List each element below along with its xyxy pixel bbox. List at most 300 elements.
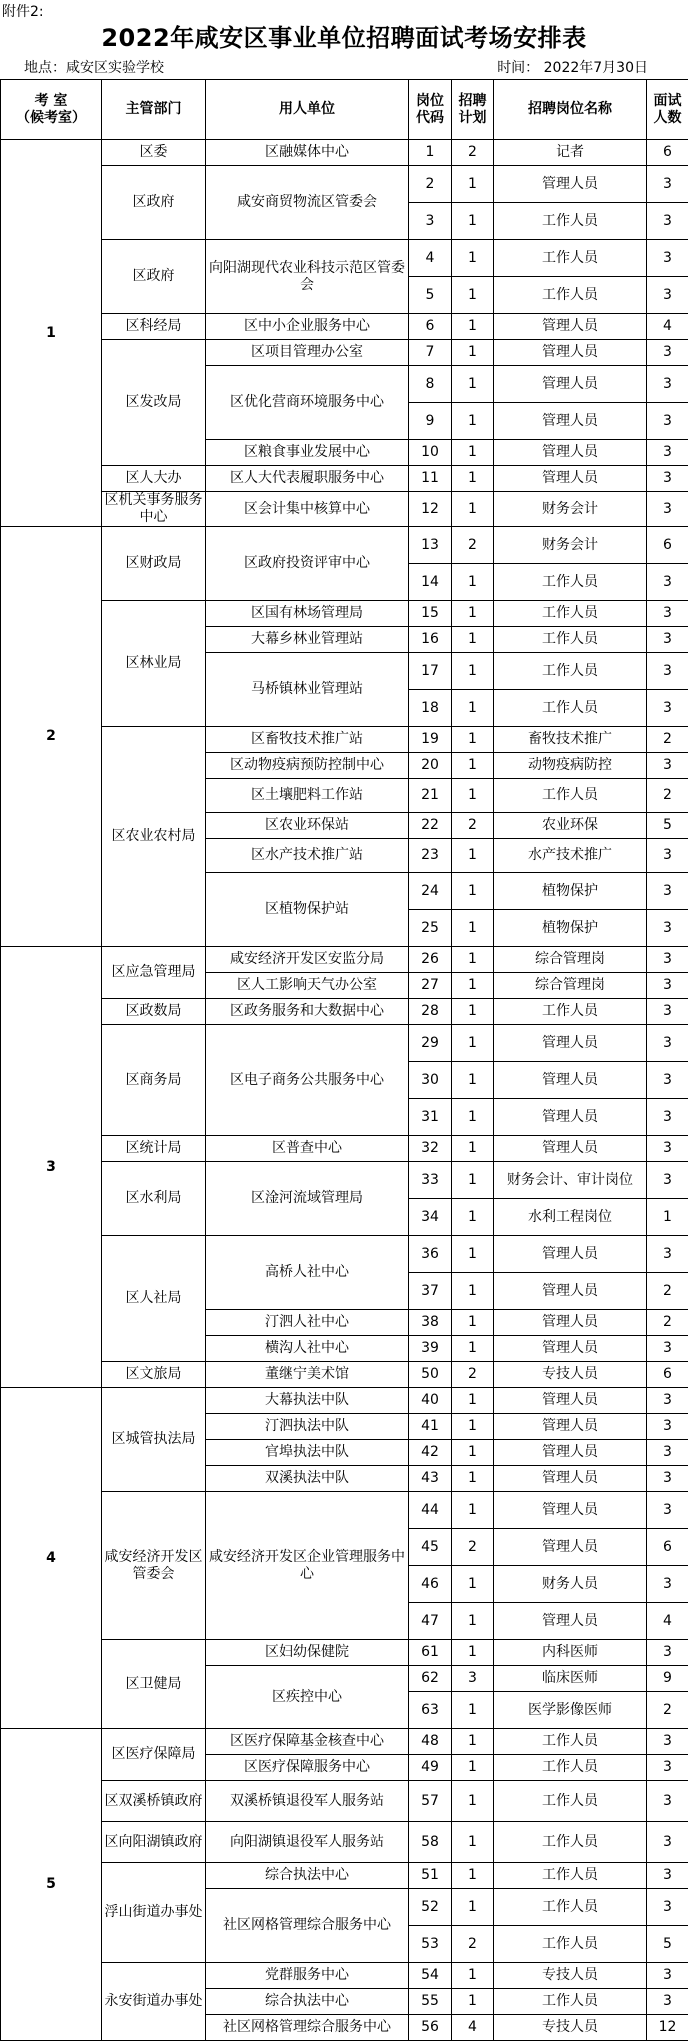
count-cell: 4 [647, 314, 688, 340]
code-cell: 6 [409, 314, 452, 340]
code-cell: 29 [409, 1025, 452, 1062]
count-cell: 3 [647, 1640, 688, 1666]
code-cell: 32 [409, 1136, 452, 1162]
dept-cell: 区人社局 [102, 1236, 206, 1362]
table-row [1, 240, 688, 277]
plan-cell: 1 [452, 1336, 494, 1362]
count-cell: 6 [647, 140, 688, 166]
unit-cell: 横沟人社中心 [206, 1336, 409, 1362]
plan-cell: 1 [452, 1822, 494, 1863]
post-cell: 管理人员 [494, 1529, 647, 1566]
post-cell: 管理人员 [494, 166, 647, 203]
post-cell: 工作人员 [494, 627, 647, 653]
table-row [1, 340, 688, 366]
count-cell: 3 [647, 839, 688, 873]
code-cell: 39 [409, 1336, 452, 1362]
unit-cell: 大幕乡林业管理站 [206, 627, 409, 653]
plan-cell: 1 [452, 1566, 494, 1603]
code-cell: 25 [409, 910, 452, 947]
dept-cell: 区委 [102, 140, 206, 166]
count-cell: 3 [647, 492, 688, 527]
count-cell: 3 [647, 1492, 688, 1529]
plan-cell: 1 [452, 466, 494, 492]
count-cell: 3 [647, 1440, 688, 1466]
code-cell: 9 [409, 403, 452, 440]
unit-cell: 汀泗人社中心 [206, 1310, 409, 1336]
code-cell: 5 [409, 277, 452, 314]
post-cell: 水产技术推广 [494, 839, 647, 873]
unit-cell: 区普查中心 [206, 1136, 409, 1162]
unit-cell: 汀泗执法中队 [206, 1414, 409, 1440]
count-cell: 3 [647, 1025, 688, 1062]
count-cell: 3 [647, 564, 688, 601]
table-row [1, 999, 688, 1025]
post-cell: 动物疫病防控 [494, 753, 647, 779]
table-row [1, 527, 688, 564]
count-cell: 3 [647, 1162, 688, 1199]
code-cell: 4 [409, 240, 452, 277]
code-cell: 14 [409, 564, 452, 601]
code-cell: 10 [409, 440, 452, 466]
header-count: 面试 人数 [647, 80, 688, 140]
unit-cell: 社区网格管理综合服务中心 [206, 2015, 409, 2041]
post-cell: 工作人员 [494, 277, 647, 314]
header-unit: 用人单位 [206, 80, 409, 140]
dept-cell: 区医疗保障局 [102, 1729, 206, 1781]
table-row [1, 1863, 688, 1889]
plan-cell: 1 [452, 277, 494, 314]
count-cell: 6 [647, 1529, 688, 1566]
dept-cell: 咸安经济开发区管委会 [102, 1492, 206, 1640]
post-cell: 专技人员 [494, 1362, 647, 1388]
post-cell: 管理人员 [494, 1492, 647, 1529]
table-row [1, 492, 688, 527]
code-cell: 62 [409, 1666, 452, 1692]
post-cell: 管理人员 [494, 1273, 647, 1310]
count-cell: 3 [647, 690, 688, 727]
unit-cell: 党群服务中心 [206, 1963, 409, 1989]
post-cell: 工作人员 [494, 601, 647, 627]
code-cell: 27 [409, 973, 452, 999]
table-row [1, 166, 688, 203]
post-cell: 记者 [494, 140, 647, 166]
count-cell: 6 [647, 527, 688, 564]
code-cell: 30 [409, 1062, 452, 1099]
dept-cell: 区向阳湖镇政府 [102, 1822, 206, 1863]
code-cell: 12 [409, 492, 452, 527]
code-cell: 41 [409, 1414, 452, 1440]
dept-cell: 区林业局 [102, 601, 206, 727]
post-cell: 工作人员 [494, 240, 647, 277]
table-row [1, 947, 688, 973]
table-row [1, 1640, 688, 1666]
count-cell: 2 [647, 727, 688, 753]
unit-cell: 区植物保护站 [206, 873, 409, 947]
post-cell: 工作人员 [494, 1729, 647, 1755]
table-row [1, 1236, 688, 1273]
unit-cell: 双溪桥镇退役军人服务站 [206, 1781, 409, 1822]
dept-cell: 区双溪桥镇政府 [102, 1781, 206, 1822]
plan-cell: 2 [452, 527, 494, 564]
code-cell: 51 [409, 1863, 452, 1889]
plan-cell: 1 [452, 779, 494, 813]
count-cell: 3 [647, 873, 688, 910]
count-cell: 3 [647, 1136, 688, 1162]
count-cell: 5 [647, 813, 688, 839]
code-cell: 16 [409, 627, 452, 653]
post-cell: 财务会计 [494, 492, 647, 527]
count-cell: 3 [647, 440, 688, 466]
post-cell: 管理人员 [494, 1099, 647, 1136]
post-cell: 工作人员 [494, 653, 647, 690]
dept-cell: 区机关事务服务中心 [102, 492, 206, 527]
dept-cell: 区商务局 [102, 1025, 206, 1136]
attachment-label: 附件2: [2, 2, 44, 22]
table-row [1, 601, 688, 627]
code-cell: 58 [409, 1822, 452, 1863]
count-cell: 3 [647, 366, 688, 403]
unit-cell: 综合执法中心 [206, 1863, 409, 1889]
plan-cell: 1 [452, 1136, 494, 1162]
unit-cell: 区政务服务和大数据中心 [206, 999, 409, 1025]
unit-cell: 大幕执法中队 [206, 1388, 409, 1414]
unit-cell: 区会计集中核算中心 [206, 492, 409, 527]
header-row [1, 80, 688, 140]
code-cell: 40 [409, 1388, 452, 1414]
code-cell: 63 [409, 1692, 452, 1729]
code-cell: 8 [409, 366, 452, 403]
unit-cell: 区农业环保站 [206, 813, 409, 839]
plan-cell: 1 [452, 440, 494, 466]
post-cell: 财务会计、审计岗位 [494, 1162, 647, 1199]
count-cell: 3 [647, 1822, 688, 1863]
post-cell: 工作人员 [494, 564, 647, 601]
table-row [1, 1136, 688, 1162]
unit-cell: 咸安商贸物流区管委会 [206, 166, 409, 240]
dept-cell: 区政府 [102, 240, 206, 314]
post-cell: 水利工程岗位 [494, 1199, 647, 1236]
plan-cell: 1 [452, 1099, 494, 1136]
code-cell: 28 [409, 999, 452, 1025]
dept-cell: 区水利局 [102, 1162, 206, 1236]
post-cell: 工作人员 [494, 779, 647, 813]
unit-cell: 区中小企业服务中心 [206, 314, 409, 340]
post-cell: 管理人员 [494, 1136, 647, 1162]
post-cell: 管理人员 [494, 1310, 647, 1336]
post-cell: 工作人员 [494, 690, 647, 727]
code-cell: 2 [409, 166, 452, 203]
unit-cell: 区人工影响天气办公室 [206, 973, 409, 999]
code-cell: 34 [409, 1199, 452, 1236]
count-cell: 3 [647, 653, 688, 690]
plan-cell: 1 [452, 873, 494, 910]
post-cell: 临床医师 [494, 1666, 647, 1692]
unit-cell: 区水产技术推广站 [206, 839, 409, 873]
room-cell: 4 [1, 1388, 102, 1729]
count-cell: 3 [647, 1963, 688, 1989]
plan-cell: 1 [452, 1236, 494, 1273]
table-row [1, 1388, 688, 1414]
plan-cell: 1 [452, 203, 494, 240]
unit-cell: 区融媒体中心 [206, 140, 409, 166]
code-cell: 7 [409, 340, 452, 366]
count-cell: 5 [647, 1926, 688, 1963]
count-cell: 3 [647, 1566, 688, 1603]
dept-cell: 区人大办 [102, 466, 206, 492]
plan-cell: 1 [452, 1062, 494, 1099]
count-cell: 3 [647, 1781, 688, 1822]
table-row [1, 1729, 688, 1755]
unit-cell: 区优化营商环境服务中心 [206, 366, 409, 440]
dept-cell: 区应急管理局 [102, 947, 206, 999]
table-row [1, 1162, 688, 1199]
unit-cell: 区国有林场管理局 [206, 601, 409, 627]
count-cell: 3 [647, 910, 688, 947]
location-text: 地点：咸安区实验学校 [24, 57, 164, 79]
post-cell: 工作人员 [494, 999, 647, 1025]
unit-cell: 向阳湖镇退役军人服务站 [206, 1822, 409, 1863]
code-cell: 11 [409, 466, 452, 492]
plan-cell: 1 [452, 1440, 494, 1466]
plan-cell: 1 [452, 492, 494, 527]
dept-cell: 区财政局 [102, 527, 206, 601]
unit-cell: 社区网格管理综合服务中心 [206, 1889, 409, 1963]
code-cell: 43 [409, 1466, 452, 1492]
code-cell: 49 [409, 1755, 452, 1781]
count-cell: 2 [647, 1310, 688, 1336]
post-cell: 管理人员 [494, 340, 647, 366]
code-cell: 46 [409, 1566, 452, 1603]
unit-cell: 董继宁美术馆 [206, 1362, 409, 1388]
unit-cell: 高桥人社中心 [206, 1236, 409, 1310]
post-cell: 工作人员 [494, 1863, 647, 1889]
post-cell: 工作人员 [494, 1755, 647, 1781]
code-cell: 1 [409, 140, 452, 166]
plan-cell: 1 [452, 403, 494, 440]
unit-cell: 区医疗保障服务中心 [206, 1755, 409, 1781]
code-cell: 56 [409, 2015, 452, 2041]
code-cell: 3 [409, 203, 452, 240]
plan-cell: 2 [452, 140, 494, 166]
plan-cell: 1 [452, 727, 494, 753]
plan-cell: 2 [452, 813, 494, 839]
unit-cell: 区动物疫病预防控制中心 [206, 753, 409, 779]
count-cell: 12 [647, 2015, 688, 2041]
post-cell: 综合管理岗 [494, 973, 647, 999]
code-cell: 22 [409, 813, 452, 839]
count-cell: 3 [647, 1729, 688, 1755]
count-cell: 3 [647, 1388, 688, 1414]
plan-cell: 1 [452, 653, 494, 690]
code-cell: 44 [409, 1492, 452, 1529]
dept-cell: 区发改局 [102, 340, 206, 466]
table-row [1, 1492, 688, 1529]
count-cell: 3 [647, 340, 688, 366]
plan-cell: 2 [452, 1362, 494, 1388]
count-cell: 3 [647, 403, 688, 440]
post-cell: 管理人员 [494, 1440, 647, 1466]
post-cell: 工作人员 [494, 1822, 647, 1863]
post-cell: 专技人员 [494, 1963, 647, 1989]
plan-cell: 1 [452, 1199, 494, 1236]
code-cell: 47 [409, 1603, 452, 1640]
code-cell: 52 [409, 1889, 452, 1926]
code-cell: 45 [409, 1529, 452, 1566]
code-cell: 17 [409, 653, 452, 690]
header-code: 岗位 代码 [409, 80, 452, 140]
post-cell: 工作人员 [494, 1889, 647, 1926]
post-cell: 管理人员 [494, 314, 647, 340]
plan-cell: 1 [452, 1603, 494, 1640]
code-cell: 61 [409, 1640, 452, 1666]
plan-cell: 1 [452, 1889, 494, 1926]
count-cell: 2 [647, 779, 688, 813]
count-cell: 2 [647, 1273, 688, 1310]
plan-cell: 1 [452, 973, 494, 999]
plan-cell: 1 [452, 1863, 494, 1889]
plan-cell: 1 [452, 1640, 494, 1666]
count-cell: 3 [647, 627, 688, 653]
code-cell: 55 [409, 1989, 452, 2015]
unit-cell: 区粮食事业发展中心 [206, 440, 409, 466]
dept-cell: 区政府 [102, 166, 206, 240]
code-cell: 42 [409, 1440, 452, 1466]
dept-cell: 区科经局 [102, 314, 206, 340]
table-row [1, 1822, 688, 1863]
post-cell: 综合管理岗 [494, 947, 647, 973]
unit-cell: 区项目管理办公室 [206, 340, 409, 366]
plan-cell: 1 [452, 366, 494, 403]
count-cell: 3 [647, 1099, 688, 1136]
table-row [1, 1362, 688, 1388]
plan-cell: 1 [452, 1273, 494, 1310]
code-cell: 38 [409, 1310, 452, 1336]
dept-cell: 区城管执法局 [102, 1388, 206, 1492]
count-cell: 3 [647, 1989, 688, 2015]
code-cell: 24 [409, 873, 452, 910]
post-cell: 管理人员 [494, 1336, 647, 1362]
post-cell: 管理人员 [494, 1414, 647, 1440]
count-cell: 3 [647, 1062, 688, 1099]
plan-cell: 1 [452, 1310, 494, 1336]
post-cell: 管理人员 [494, 366, 647, 403]
post-cell: 管理人员 [494, 1025, 647, 1062]
post-cell: 管理人员 [494, 1388, 647, 1414]
count-cell: 3 [647, 240, 688, 277]
count-cell: 3 [647, 466, 688, 492]
plan-cell: 1 [452, 1466, 494, 1492]
dept-cell: 区政数局 [102, 999, 206, 1025]
table-row [1, 314, 688, 340]
post-cell: 管理人员 [494, 1236, 647, 1273]
code-cell: 36 [409, 1236, 452, 1273]
plan-cell: 1 [452, 1162, 494, 1199]
dept-cell: 永安街道办事处 [102, 1963, 206, 2041]
post-cell: 工作人员 [494, 1989, 647, 2015]
post-cell: 管理人员 [494, 403, 647, 440]
post-cell: 工作人员 [494, 1781, 647, 1822]
code-cell: 19 [409, 727, 452, 753]
count-cell: 3 [647, 601, 688, 627]
dept-cell: 浮山街道办事处 [102, 1863, 206, 1963]
header-room: 考 室 （候考室） [1, 80, 102, 140]
table-row [1, 1025, 688, 1062]
post-cell: 管理人员 [494, 440, 647, 466]
dept-cell: 区统计局 [102, 1136, 206, 1162]
code-cell: 21 [409, 779, 452, 813]
count-cell: 3 [647, 999, 688, 1025]
code-cell: 53 [409, 1926, 452, 1963]
code-cell: 15 [409, 601, 452, 627]
room-cell: 3 [1, 947, 102, 1388]
unit-cell: 咸安经济开发区企业管理服务中心 [206, 1492, 409, 1640]
code-cell: 37 [409, 1273, 452, 1310]
unit-cell: 区淦河流域管理局 [206, 1162, 409, 1236]
dept-cell: 区农业农村局 [102, 727, 206, 947]
post-cell: 植物保护 [494, 910, 647, 947]
plan-cell: 1 [452, 1492, 494, 1529]
dept-cell: 区卫健局 [102, 1640, 206, 1729]
code-cell: 57 [409, 1781, 452, 1822]
plan-cell: 1 [452, 1781, 494, 1822]
count-cell: 3 [647, 973, 688, 999]
count-cell: 3 [647, 1236, 688, 1273]
count-cell: 9 [647, 1666, 688, 1692]
post-cell: 内科医师 [494, 1640, 647, 1666]
code-cell: 31 [409, 1099, 452, 1136]
count-cell: 3 [647, 1466, 688, 1492]
table-row [1, 140, 688, 166]
count-cell: 3 [647, 1336, 688, 1362]
post-cell: 工作人员 [494, 1926, 647, 1963]
post-cell: 财务会计 [494, 527, 647, 564]
count-cell: 3 [647, 753, 688, 779]
plan-cell: 1 [452, 1025, 494, 1062]
plan-cell: 1 [452, 839, 494, 873]
unit-cell: 双溪执法中队 [206, 1466, 409, 1492]
plan-cell: 1 [452, 1414, 494, 1440]
post-cell: 管理人员 [494, 1466, 647, 1492]
post-cell: 财务人员 [494, 1566, 647, 1603]
table-row [1, 466, 688, 492]
post-cell: 管理人员 [494, 466, 647, 492]
plan-cell: 2 [452, 1926, 494, 1963]
unit-cell: 区畜牧技术推广站 [206, 727, 409, 753]
count-cell: 3 [647, 203, 688, 240]
plan-cell: 1 [452, 340, 494, 366]
header-plan: 招聘 计划 [452, 80, 494, 140]
unit-cell: 区电子商务公共服务中心 [206, 1025, 409, 1136]
count-cell: 3 [647, 1755, 688, 1781]
post-cell: 农业环保 [494, 813, 647, 839]
plan-cell: 1 [452, 240, 494, 277]
post-cell: 工作人员 [494, 203, 647, 240]
post-cell: 管理人员 [494, 1062, 647, 1099]
plan-cell: 2 [452, 1529, 494, 1566]
post-cell: 畜牧技术推广 [494, 727, 647, 753]
plan-cell: 1 [452, 627, 494, 653]
plan-cell: 1 [452, 1729, 494, 1755]
plan-cell: 1 [452, 166, 494, 203]
header-dept: 主管部门 [102, 80, 206, 140]
time-text: 时间： 2022年7月30日 [497, 57, 648, 79]
meta-line [0, 57, 688, 79]
code-cell: 26 [409, 947, 452, 973]
plan-cell: 1 [452, 1989, 494, 2015]
page-title: 2022年咸安区事业单位招聘面试考场安排表 [0, 20, 688, 56]
code-cell: 50 [409, 1362, 452, 1388]
plan-cell: 1 [452, 1963, 494, 1989]
